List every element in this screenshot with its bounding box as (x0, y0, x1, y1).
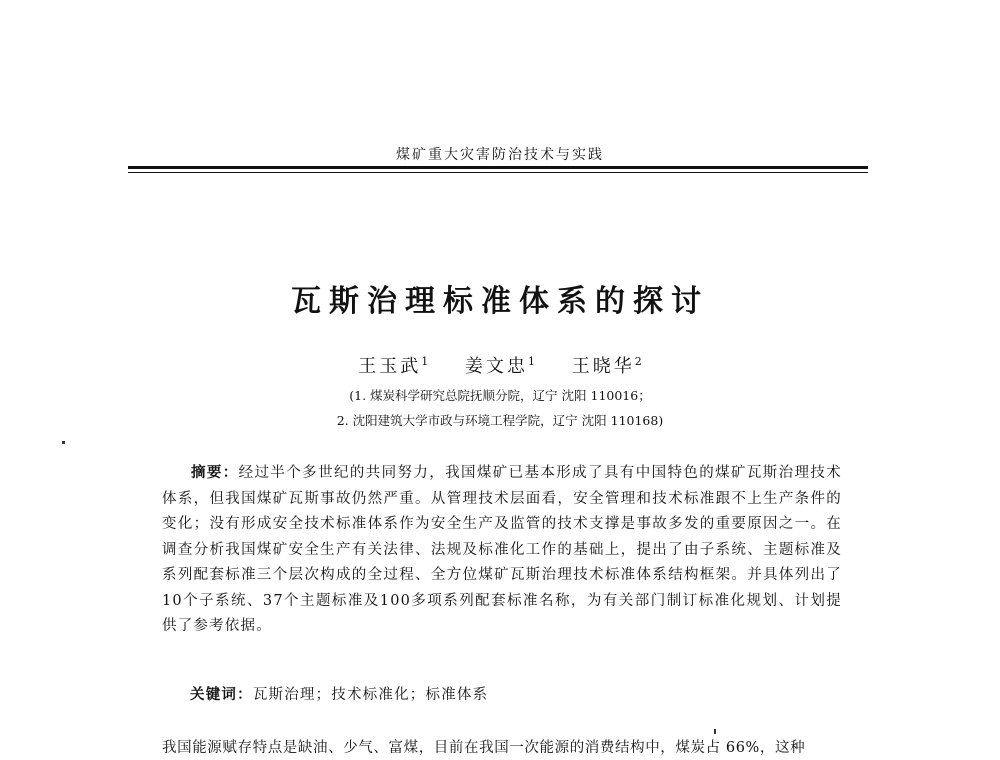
author-3-name: 王晓华 (571, 356, 635, 377)
abstract-label: 摘要： (191, 464, 239, 481)
running-header: 煤矿重大灾害防治技术与实践 (396, 147, 604, 163)
abstract (162, 460, 842, 640)
author-1 (358, 356, 428, 377)
keywords-text: 瓦斯治理；技术标准化；标准体系 (252, 687, 489, 703)
author-2-name: 姜文忠 (465, 356, 528, 377)
keywords-label: 关键词： (190, 686, 253, 703)
affiliation-2: 2. 沈阳建筑大学市政与环境工程学院，辽宁 沈阳 110168) (336, 413, 664, 428)
author-1-name: 王玉武 (358, 356, 422, 377)
header-rule-thick (128, 166, 868, 169)
abstract-text: 经过半个多世纪的共同努力，我国煤矿已基本形成了具有中国特色的煤矿瓦斯治理技术体系，但我国煤矿瓦斯事故仍然严重。从管理技术层面看，安全管理和技术标准跟不上生产条件的变化；没有形成安全技术标准体系作为安全生产及监管的技术支撑是事故多发的重要原因之一。在调查分析我国煤矿安全生产有关法律、法规及标准化工作的基础上，提出了由子系统、主题标准及系列配套标准三个层次构成的全过程、全方位煤矿瓦斯治理技术标准体系结构框架。并具体列出了10个子系统、37个主题标准及100多项系列配套标准名称，为有关部门制订标准化规划、计划提供了参考依据。 (162, 465, 842, 634)
author-1-mark: 1 (421, 355, 429, 368)
header-rule-thin (128, 172, 868, 173)
affiliation-1: (1. 煤炭科学研究总院抚顺分院，辽宁 沈阳 110016； (349, 388, 651, 403)
author-3-mark: 2 (634, 355, 642, 368)
keywords (190, 683, 488, 704)
author-2-mark: 1 (528, 355, 535, 368)
author-2 (465, 356, 535, 377)
author-3 (572, 356, 642, 377)
scan-speck (714, 729, 716, 734)
body-text-first-line: 我国能源赋存特点是缺油、少气、富煤，目前在我国一次能源的消费结构中，煤炭占 66%，这种 (162, 740, 806, 756)
author-list (0, 352, 1000, 378)
paper-title: 瓦斯治理标准体系的探讨 (291, 284, 709, 319)
scan-speck (62, 441, 65, 444)
